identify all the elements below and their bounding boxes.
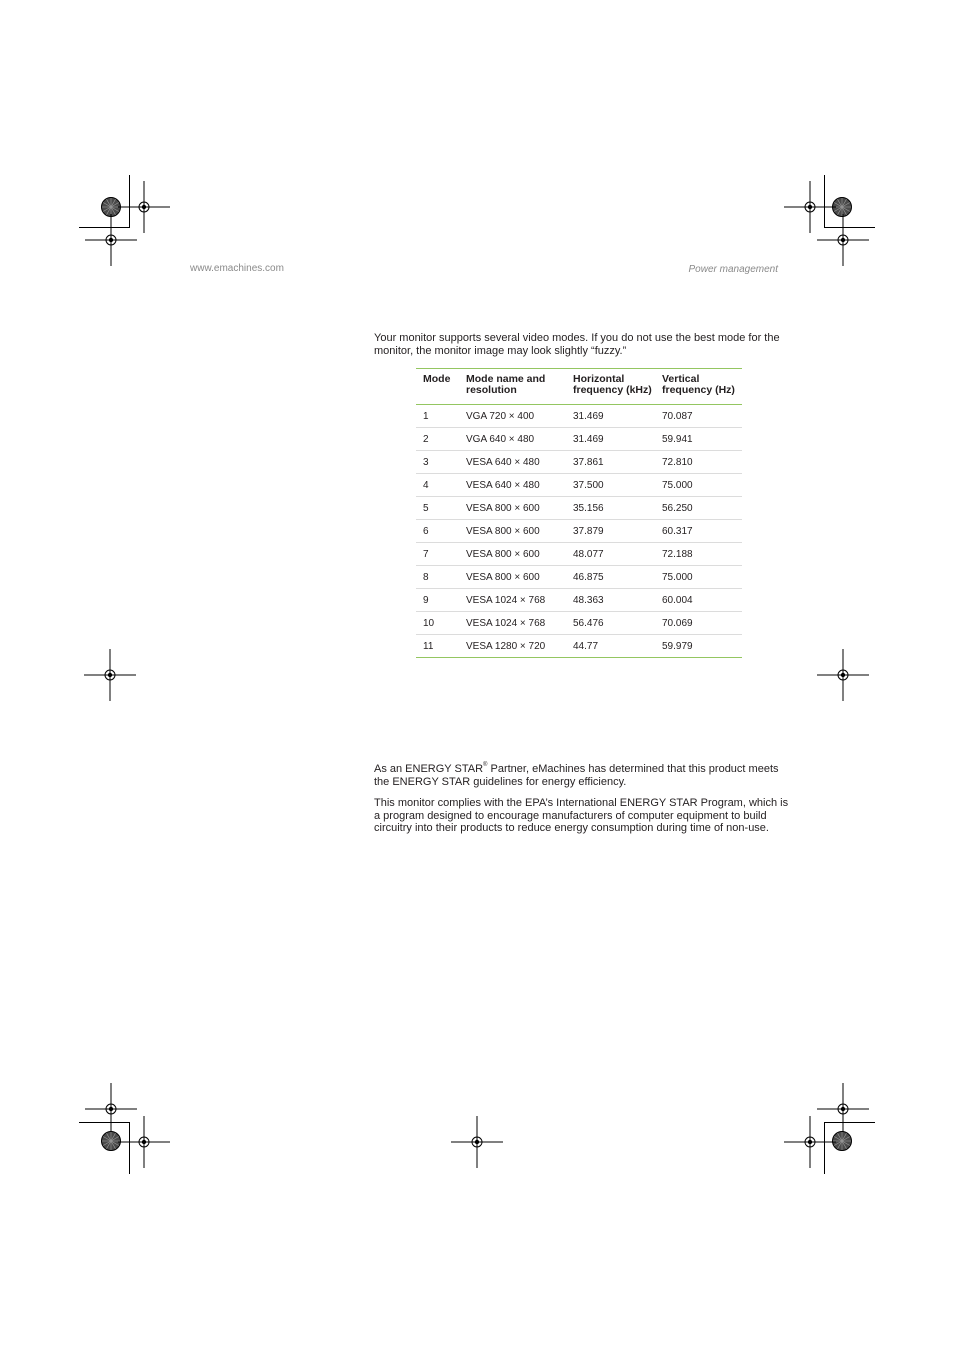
cell-vertical: 60.004 [662,589,742,612]
cell-mode-name: VESA 640 × 480 [466,474,573,497]
cell-horizontal: 37.879 [573,520,662,543]
cell-mode-name: VESA 1024 × 768 [466,612,573,635]
registration-mark-icon [824,175,825,228]
table-row [416,520,742,543]
registration-mark-icon [451,1116,503,1168]
cell-mode-name: VESA 800 × 600 [466,520,573,543]
cell-vertical: 75.000 [662,474,742,497]
cell-mode-name: VESA 800 × 600 [466,566,573,589]
cell-vertical: 59.979 [662,635,742,658]
col-header-mode: Mode [416,369,466,405]
energy-star-text-b: Partner, eMachines has determined that this product meets the ENERGY STAR guidelines for energy efficiency. [374,763,779,788]
registration-mark-icon [118,1116,170,1168]
cell-horizontal: 35.156 [573,497,662,520]
header-section-title: Power management [688,264,778,275]
cell-mode-name: VESA 1024 × 768 [466,589,573,612]
cell-mode: 10 [416,612,466,635]
col-header-mode-name: Mode name and resolution [466,369,573,405]
col-header-horizontal: Horizontal frequency (kHz) [573,369,662,405]
registration-mark-icon [79,227,130,228]
cell-horizontal: 31.469 [573,428,662,451]
cell-mode: 1 [416,405,466,428]
cell-mode-name: VESA 1280 × 720 [466,635,573,658]
table-row [416,451,742,474]
cell-mode-name: VESA 800 × 600 [466,543,573,566]
cell-horizontal: 48.363 [573,589,662,612]
cell-mode-name: VGA 720 × 400 [466,405,573,428]
table-row [416,428,742,451]
registration-mark-icon [824,1122,875,1123]
table-row [416,543,742,566]
video-modes-table [416,368,742,658]
cell-mode: 5 [416,497,466,520]
cell-vertical: 72.188 [662,543,742,566]
cell-horizontal: 56.476 [573,612,662,635]
energy-star-paragraph-1 [374,763,794,788]
cell-mode: 7 [416,543,466,566]
cell-mode: 9 [416,589,466,612]
cell-vertical: 59.941 [662,428,742,451]
cell-mode: 3 [416,451,466,474]
cell-vertical: 56.250 [662,497,742,520]
cell-mode: 2 [416,428,466,451]
cell-horizontal: 46.875 [573,566,662,589]
table-row [416,589,742,612]
registration-mark-icon [784,1116,836,1168]
table-header-row [416,369,742,405]
cell-vertical: 72.810 [662,451,742,474]
registration-mark-icon [817,649,869,701]
cell-mode: 6 [416,520,466,543]
intro-paragraph: Your monitor supports several video modes. If you do not use the best mode for the monitor, the monitor image may look slightly “fuzzy.” [374,332,780,357]
cell-vertical: 60.317 [662,520,742,543]
registration-mark-icon [84,649,136,701]
energy-star-paragraph-2: This monitor complies with the EPA’s International ENERGY STAR Program, which is a program designed to encourage manufacturers of computer equipment to build circuitry into their products to reduce energy consumption during time of non-use. [374,797,789,835]
table-row [416,497,742,520]
cell-horizontal: 48.077 [573,543,662,566]
table-row [416,635,742,658]
cell-horizontal: 44.77 [573,635,662,658]
table-row [416,405,742,428]
cell-mode-name: VGA 640 × 480 [466,428,573,451]
registered-mark: ® [483,762,488,768]
cell-vertical: 70.069 [662,612,742,635]
table-row [416,474,742,497]
header-website: www.emachines.com [190,263,284,274]
registration-mark-icon [824,1122,825,1174]
cell-vertical: 70.087 [662,405,742,428]
cell-vertical: 75.000 [662,566,742,589]
col-header-vertical: Vertical frequency (Hz) [662,369,742,405]
registration-mark-icon [129,175,130,228]
energy-star-text-a: As an ENERGY STAR [374,763,484,775]
cell-mode: 4 [416,474,466,497]
registration-mark-icon [129,1122,130,1174]
cell-horizontal: 37.861 [573,451,662,474]
cell-horizontal: 31.469 [573,405,662,428]
cell-mode: 8 [416,566,466,589]
table-row [416,566,742,589]
table-body [416,405,742,658]
cell-horizontal: 37.500 [573,474,662,497]
cell-mode-name: VESA 640 × 480 [466,451,573,474]
registration-mark-icon [824,227,875,228]
cell-mode: 11 [416,635,466,658]
cell-mode-name: VESA 800 × 600 [466,497,573,520]
table-row [416,612,742,635]
registration-mark-icon [79,1122,130,1123]
